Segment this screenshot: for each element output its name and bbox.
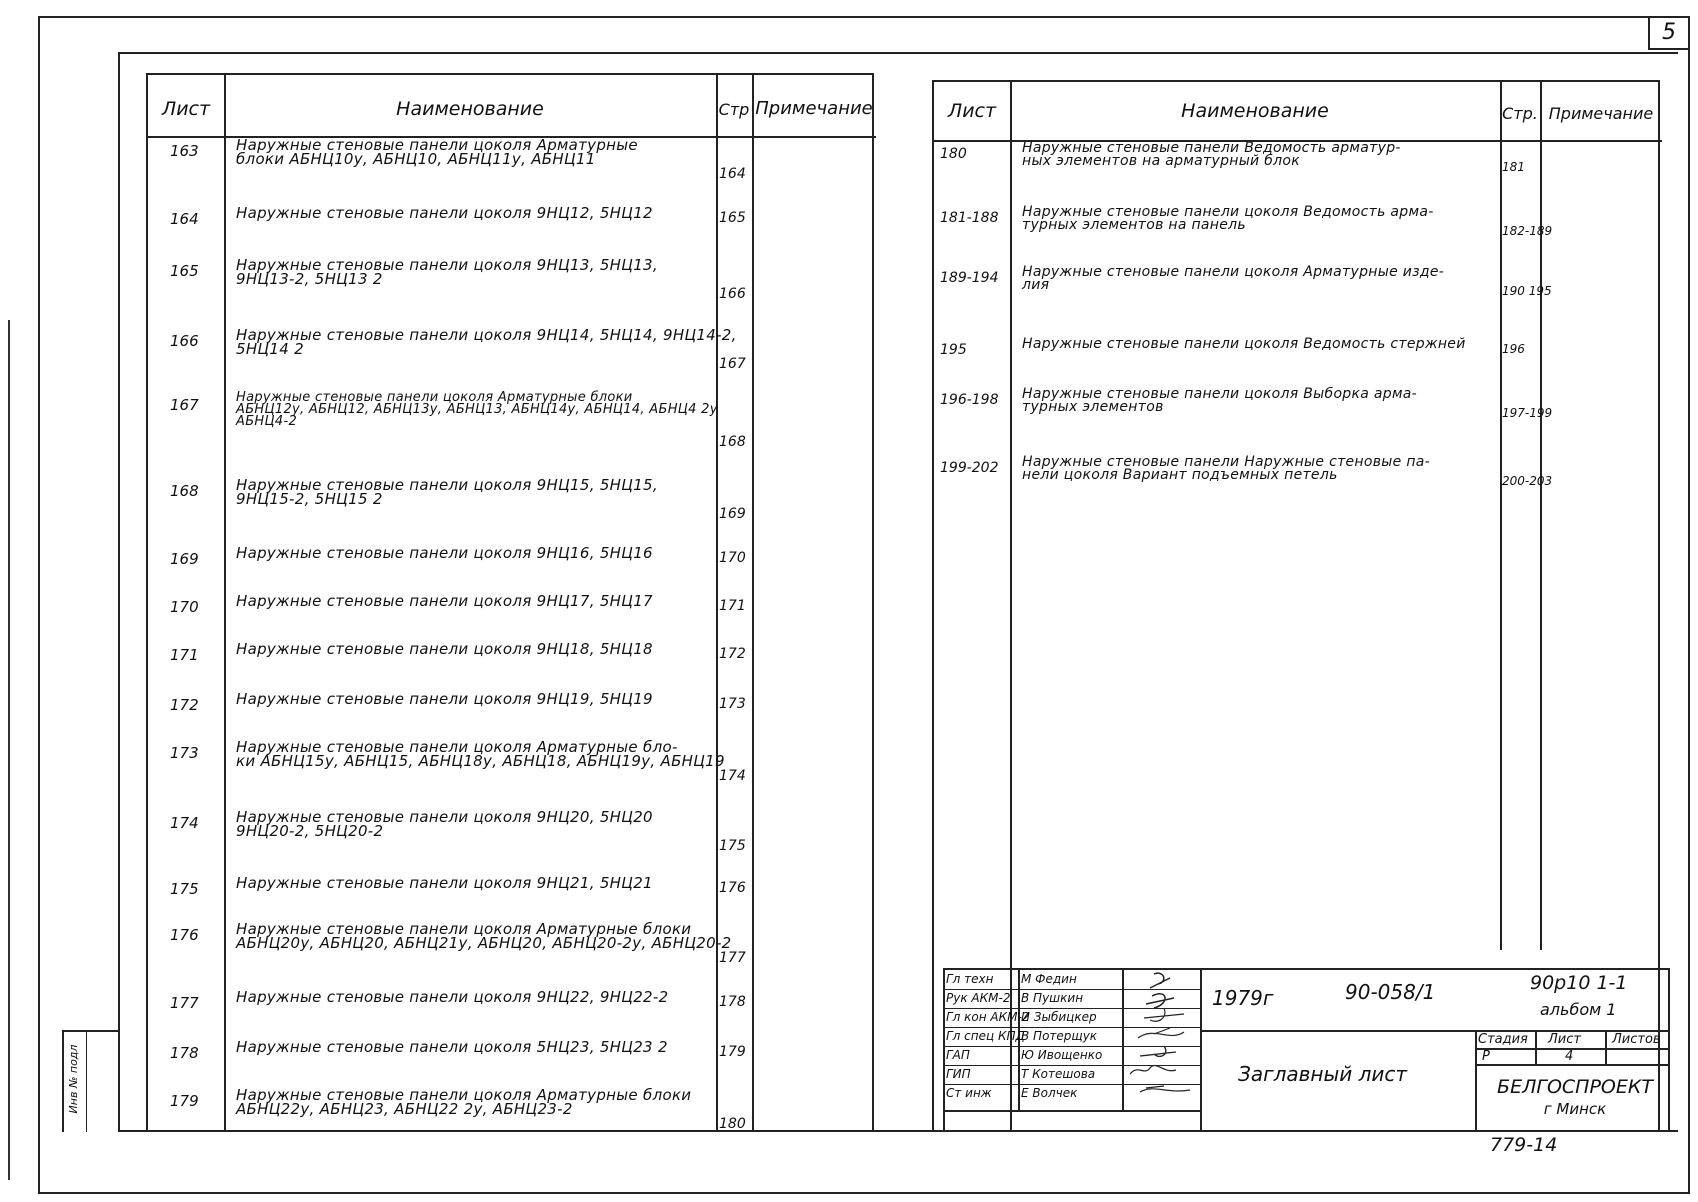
- left-row-page: 170: [719, 550, 746, 566]
- left-row-page: 178: [719, 994, 746, 1010]
- page-number: 5: [1662, 20, 1676, 45]
- left-row-page: 174: [719, 768, 746, 784]
- right-row-page: 197-199: [1502, 406, 1553, 420]
- right-row-sheet: 189-194: [940, 270, 999, 286]
- tb-sheet-title: Заглавный лист: [1238, 1062, 1408, 1086]
- right-row-sheet: 196-198: [940, 392, 999, 408]
- left-row-name: Наружные стеновые панели цоколя 9НЦ13, 5НЦ13, 9НЦ13-2, 5НЦ13 2: [236, 256, 658, 288]
- left-row-page: 169: [719, 506, 746, 522]
- left-row-sheet: 164: [170, 210, 199, 228]
- tb-organization: БЕЛГОСПРОЕКТ: [1497, 1076, 1653, 1098]
- left-row-sheet: 171: [170, 646, 199, 664]
- right-row-name: Наружные стеновые панели цоколя Арматурные изде- лия: [1022, 264, 1445, 293]
- left-col-sep-2: [716, 73, 718, 1132]
- tb-sep-right: [1475, 1030, 1477, 1132]
- tb-name: В Потерщук: [1021, 1029, 1098, 1043]
- left-row-page: 173: [719, 696, 746, 712]
- left-col-sep-3: [752, 73, 754, 1132]
- left-row-sheet: 165: [170, 262, 199, 280]
- tb-mid-line: [1200, 1030, 1670, 1032]
- left-row-page: 172: [719, 646, 746, 662]
- tb-role: ГАП: [946, 1048, 970, 1062]
- right-row-sheet: 181-188: [940, 210, 999, 226]
- tb-series: 90р10 1-1: [1530, 972, 1628, 994]
- right-header-note: Примечание: [1548, 104, 1654, 123]
- tb-stage-label: Стадия: [1478, 1032, 1528, 1047]
- right-row-page: 190 195: [1502, 284, 1552, 298]
- left-edge-mark: [8, 320, 10, 1180]
- right-col-sep-3: [1540, 80, 1542, 950]
- left-col-sep-1: [224, 73, 226, 1132]
- left-row-sheet: 179: [170, 1092, 199, 1110]
- left-row-sheet: 173: [170, 744, 199, 762]
- left-header-name: Наименование: [396, 98, 544, 120]
- tb-name: М Федин: [1021, 972, 1077, 986]
- left-row-name: Наружные стеновые панели цоколя 9НЦ15, 5НЦ15, 9НЦ15-2, 5НЦ15 2: [236, 476, 658, 508]
- left-row-sheet: 169: [170, 550, 199, 568]
- left-row-sheet: 178: [170, 1044, 199, 1062]
- right-row-sheet: 195: [940, 342, 967, 358]
- right-row-name: Наружные стеновые панели цоколя Ведомость стержней: [1022, 336, 1466, 352]
- left-row-name: Наружные стеновые панели цоколя Арматурные блоки АБНЦ12у, АБНЦ12, АБНЦ13у, АБНЦ13, АБНЦ14у, АБНЦ14, АБНЦ4 2у АБНЦ4-2: [236, 390, 718, 429]
- tb-sep-sign: [1200, 968, 1202, 1132]
- left-row-page: 166: [719, 286, 746, 302]
- left-row-name: Наружные стеновые панели цоколя 9НЦ18, 5НЦ18: [236, 640, 653, 658]
- left-row-page: 175: [719, 838, 746, 854]
- tb-name: В Пушкин: [1021, 991, 1084, 1005]
- left-row-page: 164: [719, 166, 746, 182]
- tb-sheet-value: 4: [1565, 1049, 1574, 1064]
- tb-name: Ю Ивощенко: [1021, 1048, 1103, 1062]
- right-row-name: Наружные стеновые панели Ведомость арматур- ных элементов на арматурный блок: [1022, 140, 1401, 169]
- tb-name: Е Волчек: [1021, 1086, 1078, 1100]
- left-row-name: Наружные стеновые панели цоколя Арматурные бло- ки АБНЦ15у, АБНЦ15, АБНЦ18у, АБНЦ18, АБНЦ19у, АБНЦ19: [236, 738, 725, 770]
- left-row-sheet: 166: [170, 332, 199, 350]
- tb-city: г Минск: [1543, 1100, 1607, 1118]
- left-row-page: 168: [719, 434, 746, 450]
- right-row-sheet: 199-202: [940, 460, 999, 476]
- tb-role: ГИП: [946, 1067, 971, 1081]
- right-header-name: Наименование: [1181, 100, 1329, 122]
- tb-stage-sep-2: [1605, 1030, 1607, 1064]
- left-row-sheet: 175: [170, 880, 199, 898]
- left-row-sheet: 172: [170, 696, 199, 714]
- tb-role: Гл кон АКМ-2: [946, 1010, 1030, 1024]
- left-row-name: Наружные стеновые панели цоколя 9НЦ16, 5НЦ16: [236, 544, 653, 562]
- right-row-page: 200-203: [1502, 474, 1553, 488]
- left-row-name: Наружные стеновые панели цоколя 9НЦ17, 5НЦ17: [236, 592, 653, 610]
- tb-stage-value: Р: [1482, 1049, 1490, 1064]
- left-row-sheet: 168: [170, 482, 199, 500]
- left-row-name: Наружные стеновые панели цоколя 9НЦ12, 5НЦ12: [236, 204, 653, 222]
- right-header-page: Стр.: [1502, 104, 1538, 123]
- left-row-name: Наружные стеновые панели цоколя Арматурные блоки АБНЦ20у, АБНЦ20, АБНЦ21у, АБНЦ20, АБНЦ20-2у, АБНЦ20-2: [236, 920, 732, 952]
- tb-sheets-label: Листов: [1612, 1032, 1661, 1047]
- right-row-name: Наружные стеновые панели цоколя Ведомость арма- турных элементов на панель: [1022, 204, 1434, 233]
- tb-stage-sep-1: [1535, 1030, 1537, 1064]
- left-row-page: 167: [719, 356, 746, 372]
- tb-role: Рук АКМ-2: [946, 991, 1011, 1005]
- right-row-page: 182-189: [1502, 224, 1553, 238]
- left-header-page: Стр: [718, 100, 750, 119]
- left-row-name: Наружные стеновые панели цоколя 9НЦ14, 5НЦ14, 9НЦ14-2, 5НЦ14 2: [236, 326, 737, 358]
- tb-album: альбом 1: [1540, 1000, 1617, 1019]
- left-row-name: Наружные стеновые панели цоколя 9НЦ21, 5НЦ21: [236, 874, 653, 892]
- right-row-page: 181: [1502, 160, 1525, 174]
- tb-bottom-strip: [943, 1110, 1202, 1112]
- tb-role: Ст инж: [946, 1086, 992, 1100]
- left-row-sheet: 174: [170, 814, 199, 832]
- tb-year: 1979г: [1212, 986, 1274, 1010]
- right-col-sep-2: [1500, 80, 1502, 950]
- right-row-name: Наружные стеновые панели Наружные стеновые па- нели цоколя Вариант подъемных петель: [1022, 454, 1431, 483]
- left-row-name: Наружные стеновые панели цоколя Арматурные блоки АБНЦ10у, АБНЦ10, АБНЦ11у, АБНЦ11: [236, 136, 638, 168]
- right-header-sheet: Лист: [947, 100, 997, 122]
- right-row-page: 196: [1502, 342, 1525, 356]
- left-row-page: 165: [719, 210, 746, 226]
- tb-sheet-label: Лист: [1548, 1032, 1581, 1047]
- tb-role: Гл спец КПД: [946, 1029, 1025, 1043]
- left-row-name: Наружные стеновые панели цоколя 9НЦ22, 9НЦ22-2: [236, 988, 669, 1006]
- right-row-sheet: 180: [940, 146, 967, 162]
- left-row-page: 179: [719, 1044, 746, 1060]
- left-row-name: Наружные стеновые панели цоколя 9НЦ20, 5НЦ20 9НЦ20-2, 5НЦ20-2: [236, 808, 653, 840]
- tb-project-code: 90-058/1: [1345, 980, 1436, 1004]
- left-row-name: Наружные стеновые панели цоколя 9НЦ19, 5НЦ19: [236, 690, 653, 708]
- tb-name: Т Котешова: [1021, 1067, 1096, 1081]
- tb-role: Гл техн: [946, 972, 994, 986]
- left-row-sheet: 167: [170, 396, 199, 414]
- left-row-page: 177: [719, 950, 746, 966]
- tb-name: И Зыбицкер: [1021, 1010, 1097, 1024]
- left-header-note: Примечание: [755, 98, 873, 119]
- left-row-page: 180: [719, 1116, 746, 1132]
- left-row-sheet: 163: [170, 142, 199, 160]
- left-row-page: 171: [719, 598, 746, 614]
- left-row-sheet: 170: [170, 598, 199, 616]
- right-row-name: Наружные стеновые панели цоколя Выборка арма- турных элементов: [1022, 386, 1418, 415]
- left-row-sheet: 176: [170, 926, 199, 944]
- left-row-name: Наружные стеновые панели цоколя 5НЦ23, 5НЦ23 2: [236, 1038, 668, 1056]
- left-header-sheet: Лист: [161, 98, 211, 120]
- side-stamp-divider: [86, 1030, 87, 1132]
- side-stamp-label: Инв № подл: [67, 1044, 80, 1114]
- left-row-sheet: 177: [170, 994, 199, 1012]
- left-row-page: 176: [719, 880, 746, 896]
- left-row-name: Наружные стеновые панели цоколя Арматурные блоки АБНЦ22у, АБНЦ23, АБНЦ22 2у, АБНЦ23-2: [236, 1086, 692, 1118]
- signatures-graphic: [1124, 968, 1200, 1110]
- footer-code: 779-14: [1490, 1134, 1558, 1156]
- tb-stage-line-2: [1475, 1064, 1670, 1066]
